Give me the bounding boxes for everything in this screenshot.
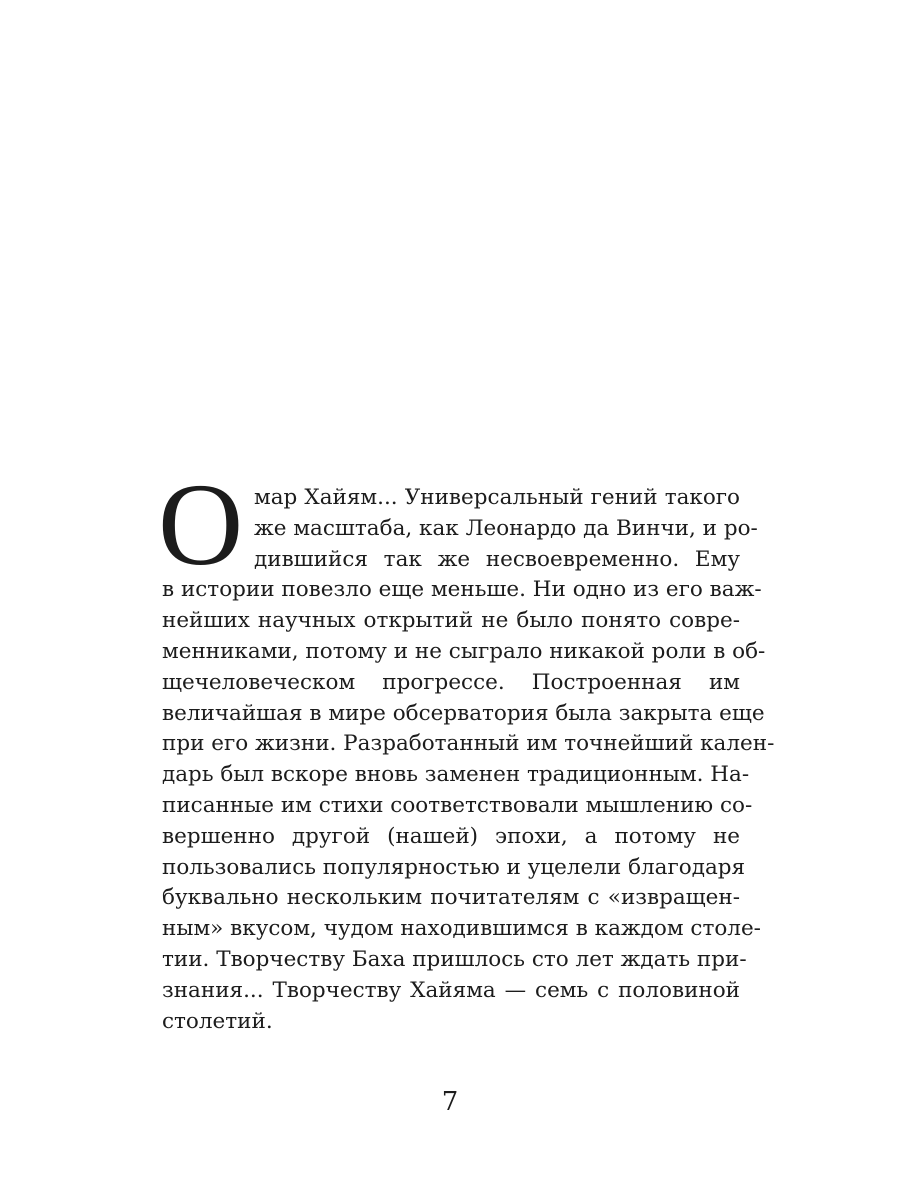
drop-cap-letter: О <box>158 459 244 590</box>
text-line: буквально нескольким почитателям с «извращен- <box>162 885 740 911</box>
text-line: тии. Творчеству Баха пришлось сто лет ждать при- <box>162 946 747 972</box>
text-line: пользовались популярностью и уцелели благодаря <box>162 854 746 880</box>
page-number: 7 <box>441 1087 459 1117</box>
text-line: вершенно другой (нашей) эпохи, а потому не <box>162 823 740 849</box>
text-line: величайшая в мире обсерватория была закрыта еще <box>162 700 765 726</box>
text-line: менниками, потому и не сыграло никакой роли в об- <box>162 638 766 664</box>
text-line: ным» вкусом, чудом находившимся в каждом столе- <box>162 916 761 942</box>
text-line: мар Хайям... Универсальный гений такого <box>254 485 740 510</box>
text-line: при его жизни. Разработанный им точнейший кален- <box>162 731 775 757</box>
text-line: столетий. <box>162 1008 273 1034</box>
text-line: в истории повезло еще меньше. Ни одно из его важ- <box>162 577 762 603</box>
text-line: щечеловеческом прогрессе. Построенная им <box>162 669 740 695</box>
text-line: писанные им стихи соответствовали мышлению со- <box>162 792 753 818</box>
text-line: знания... Творчеству Хайяма — семь с половиной <box>162 977 740 1003</box>
text-line: же масштаба, как Леонардо да Винчи, и ро- <box>254 515 758 541</box>
text-line: дарь был вскоре вновь заменен традиционным. На- <box>162 762 750 788</box>
body-paragraph <box>162 483 775 1037</box>
text-line: дившийся так же несвоевременно. Ему <box>254 546 740 572</box>
text-line: нейших научных открытий не было понято совре- <box>162 608 740 634</box>
